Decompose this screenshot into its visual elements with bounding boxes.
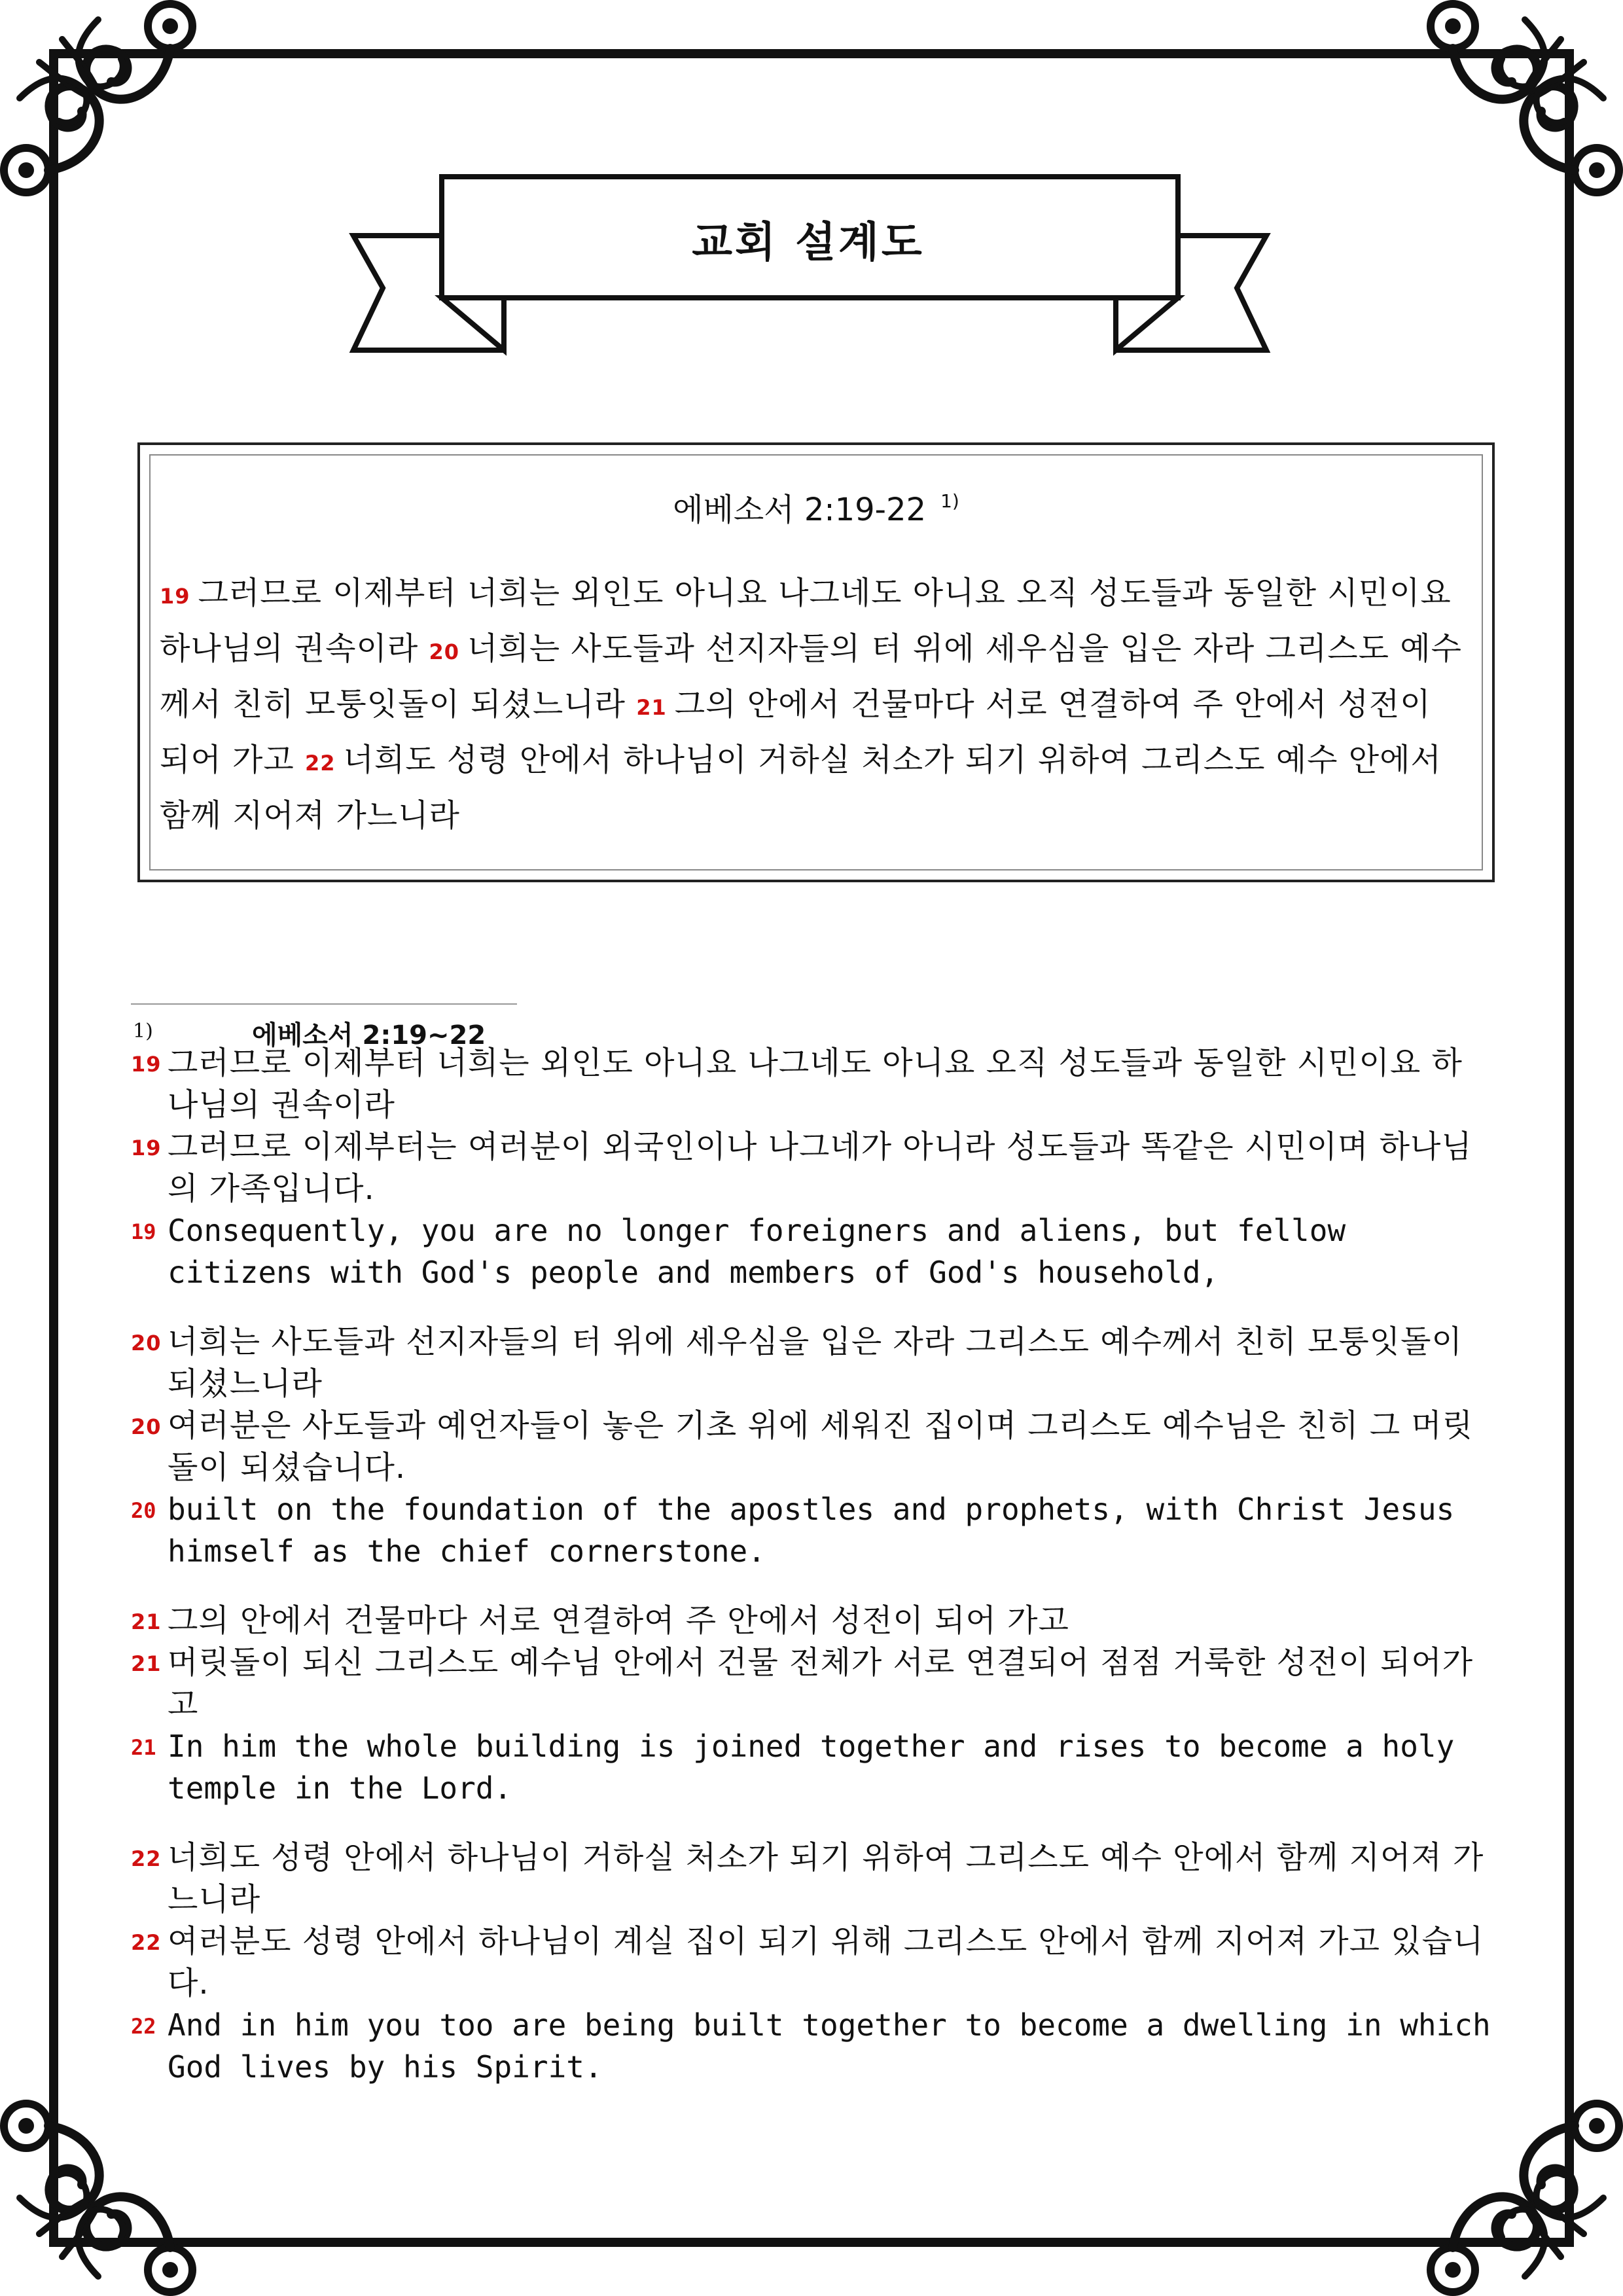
verse-number: 20: [131, 1414, 162, 1439]
modern-korean-line: [131, 1405, 1492, 1488]
passage-text: [160, 567, 1469, 842]
krv-line: [131, 1042, 1492, 1126]
english-line: [131, 1488, 1492, 1572]
modern-korean-text: 그러므로 이제부터는 여러분이 외국인이나 나그네가 아니라 성도들과 똑같은 시민이며 하나님의 가족입니다.: [168, 1128, 1472, 1207]
krv-line: [131, 1837, 1492, 1920]
krv-text: 그러므로 이제부터 너희는 외인도 아니요 나그네도 아니요 오직 성도들과 동일한 시민이요 하나님의 권속이라: [168, 1045, 1463, 1123]
footnote-reference[interactable]: 1): [940, 490, 959, 512]
verse-number: 21: [131, 1735, 156, 1760]
footnote-divider: [131, 1003, 517, 1005]
modern-korean-text: 여러분도 성령 안에서 하나님이 계실 집이 되기 위해 그리스도 안에서 함께 지어져 가고 있습니다.: [168, 1923, 1484, 2001]
verse-number: 20: [429, 639, 459, 664]
english-line: [131, 1725, 1492, 1809]
verse-number: 19: [131, 1052, 162, 1077]
modern-korean-line: [131, 1126, 1492, 1210]
footnote-body: [131, 1042, 1492, 2115]
verse-number: 20: [131, 1498, 156, 1523]
modern-korean-text: 머릿돌이 되신 그리스도 예수님 안에서 건물 전체가 서로 연결되어 점점 거룩한 성전이 되어가고: [168, 1644, 1474, 1723]
verse-number: 21: [131, 1651, 162, 1676]
verse-number: 20: [131, 1331, 162, 1355]
verse-text: 너희도 성령 안에서 하나님이 거하실 처소가 되기 위하여 그리스도 예수 안에서 함께 지어져 가느니라: [160, 742, 1442, 834]
verse-text: 너희는 사도들과 선지자들의 터 위에 세우심을 입은 자라 그리스도 예수께서 친히 모퉁잇돌이 되셨느니라: [160, 630, 1462, 723]
verse-number: 19: [131, 1219, 156, 1244]
footnote-title: 에베소서 2:19~22: [252, 1020, 486, 1050]
krv-line: [131, 1321, 1492, 1405]
krv-text: 너희는 사도들과 선지자들의 터 위에 세우심을 입은 자라 그리스도 예수께서 친히 모퉁잇돌이 되셨느니라: [168, 1323, 1463, 1402]
verse-text: 그의 안에서 건물마다 서로 연결하여 주 안에서 성전이 되어 가고: [160, 686, 1431, 778]
krv-text: 그의 안에서 건물마다 서로 연결하여 주 안에서 성전이 되어 가고: [168, 1602, 1069, 1639]
verse-number: 22: [131, 1846, 162, 1871]
passage-reference: [140, 484, 1492, 529]
english-text: And in him you too are being built together to become a dwelling in which God lives by his Spirit.: [168, 2007, 1491, 2085]
modern-korean-line: [131, 1641, 1492, 1725]
english-text: Consequently, you are no longer foreigners and aliens, but fellow citizens with God's people and members of God's household,: [168, 1213, 1346, 1290]
krv-line: [131, 1600, 1492, 1641]
page-title: 교회 설계도: [692, 219, 925, 267]
modern-korean-text: 여러분은 사도들과 예언자들이 놓은 기초 위에 세워진 집이며 그리스도 예수님은 친히 그 머릿돌이 되셨습니다.: [168, 1407, 1474, 1486]
passage-reference-text: 에베소서 2:19-22: [673, 492, 927, 528]
verse-group-21: [131, 1600, 1492, 1809]
modern-korean-line: [131, 1920, 1492, 2004]
footnote-marker: 1): [133, 1020, 153, 1043]
english-text: In him the whole building is joined together and rises to become a holy temple in the Lord.: [168, 1729, 1455, 1806]
verse-number: 19: [160, 584, 190, 609]
english-line: [131, 1210, 1492, 1293]
verse-group-19: [131, 1042, 1492, 1293]
english-text: built on the foundation of the apostles and prophets, with Christ Jesus himself as the chief cornerstone.: [168, 1492, 1455, 1569]
verse-number: 19: [131, 1136, 162, 1160]
verse-text: 그러므로 이제부터 너희는 외인도 아니요 나그네도 아니요 오직 성도들과 동일한 시민이요 하나님의 권속이라: [160, 575, 1452, 667]
verse-number: 22: [131, 1930, 162, 1955]
verse-group-22: [131, 1837, 1492, 2088]
verse-number: 22: [305, 751, 336, 776]
scripture-box: [137, 442, 1495, 882]
english-line: [131, 2004, 1492, 2088]
verse-number: 21: [636, 695, 667, 720]
verse-number: 21: [131, 1609, 162, 1634]
verse-number: 22: [131, 2014, 156, 2039]
krv-text: 너희도 성령 안에서 하나님이 거하실 처소가 되기 위하여 그리스도 예수 안에서 함께 지어져 가느니라: [168, 1839, 1484, 1918]
verse-group-20: [131, 1321, 1492, 1572]
